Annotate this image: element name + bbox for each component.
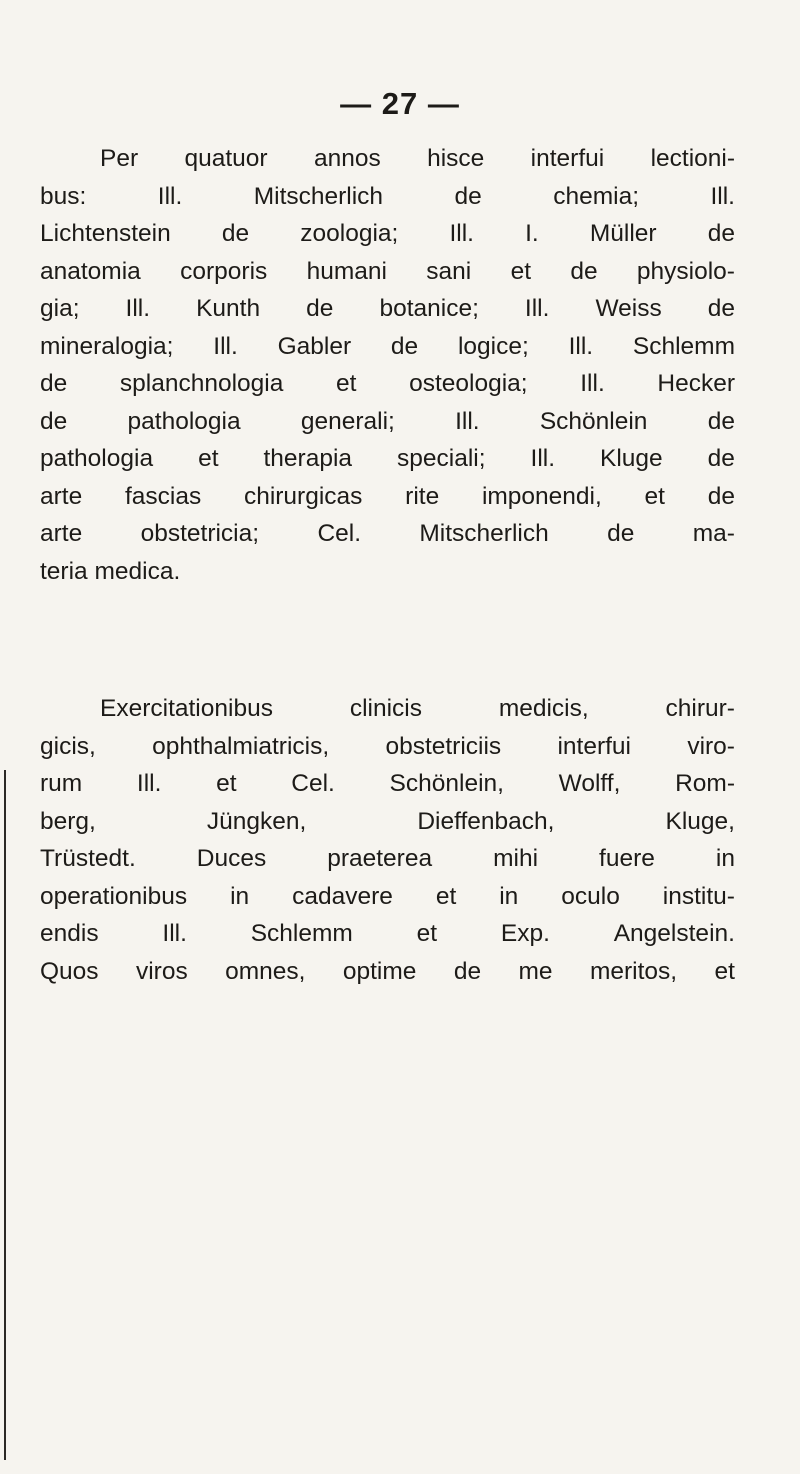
text-line: [40, 215, 735, 253]
text-line: [40, 478, 735, 516]
word: bus:: [40, 182, 87, 210]
text-line: [40, 515, 735, 553]
text-line: teria medica.: [40, 557, 181, 585]
word: ophthalmiatricis,: [152, 732, 330, 760]
word: Ill.: [213, 332, 238, 360]
word: de: [390, 332, 419, 360]
word: Schlemm: [250, 920, 353, 947]
word: generali;: [300, 407, 395, 435]
word: annos: [313, 145, 381, 172]
word: I.: [525, 220, 539, 247]
word: Ill.: [568, 332, 594, 360]
text-line: [40, 403, 735, 441]
word: Kunth: [196, 295, 261, 322]
word: ma-: [692, 520, 735, 547]
word: Ill.: [524, 295, 550, 322]
word: sani: [426, 257, 472, 285]
word: et: [644, 482, 665, 510]
word: Schlemm: [632, 332, 735, 360]
word: Exp.: [500, 920, 550, 947]
word: Ill.: [449, 220, 474, 247]
word: Müller: [589, 220, 657, 247]
text-line: [40, 728, 735, 766]
word: chirurgicas: [243, 482, 363, 510]
word: obstetriciis: [385, 732, 502, 760]
word: et: [216, 770, 237, 797]
word: meritos,: [589, 957, 678, 985]
text-line: [40, 440, 735, 478]
word: in: [499, 882, 519, 910]
word: rum: [40, 770, 83, 797]
word: Hecker: [657, 370, 735, 397]
word: Duces: [196, 845, 267, 872]
word: splanchnologia: [119, 370, 284, 397]
word: de: [40, 370, 68, 397]
word: Ill.: [710, 182, 735, 210]
text-line: [40, 140, 735, 178]
word: imponendi,: [481, 482, 602, 510]
word: interfui: [557, 732, 632, 760]
word: Gabler: [277, 332, 352, 360]
word: viros: [135, 957, 188, 985]
word: cadavere: [292, 882, 393, 910]
text-line: [40, 840, 735, 878]
page-number: — 27 —: [340, 86, 460, 121]
paragraph-lectures: [40, 140, 735, 590]
word: de: [707, 407, 735, 435]
word: speciali;: [397, 445, 486, 472]
word: Cel.: [291, 770, 335, 797]
word: Schönlein,: [389, 770, 504, 797]
text-line: [40, 690, 735, 728]
word: anatomia: [40, 257, 141, 285]
word: oculo: [561, 882, 620, 910]
word: arte: [40, 520, 83, 547]
word: de: [453, 957, 482, 985]
word: de: [707, 295, 735, 322]
word: chemia;: [553, 182, 640, 210]
text-line: [40, 365, 735, 403]
word: me: [518, 957, 553, 985]
word: optime: [342, 957, 417, 985]
word: pathologia: [127, 407, 241, 435]
word: in: [715, 845, 735, 872]
word: osteologia;: [409, 370, 528, 397]
word: fuere: [599, 845, 655, 872]
word: zoologia;: [300, 220, 399, 247]
word: Ill.: [530, 445, 556, 472]
word: Ill.: [580, 370, 605, 397]
word: Ill.: [162, 920, 187, 947]
text-line: [40, 253, 735, 291]
word: et: [336, 370, 357, 397]
word: physiolo-: [636, 257, 735, 285]
word: de: [570, 257, 598, 285]
text-line: [40, 953, 735, 991]
word: et: [510, 257, 531, 285]
word: pathologia: [40, 445, 154, 472]
word: Wolff,: [558, 770, 621, 797]
word: therapia: [263, 445, 353, 472]
word: de: [707, 482, 735, 510]
word: et: [435, 882, 457, 910]
word: Lichtenstein: [40, 220, 171, 247]
text-line: [40, 803, 735, 841]
word: Ill.: [157, 182, 183, 210]
word: Kluge: [600, 445, 663, 472]
word: Dieffenbach,: [417, 807, 555, 835]
word: gicis,: [40, 732, 96, 760]
word: Quos: [40, 957, 99, 985]
word: clinicis: [349, 695, 422, 722]
word: botanice;: [379, 295, 479, 322]
word: hisce: [427, 145, 485, 172]
word: Jüngken,: [206, 807, 307, 835]
word: Exercitationibus: [100, 695, 273, 722]
paragraph-exercises: [40, 690, 735, 990]
text-line: [40, 328, 735, 366]
word: mineralogia;: [40, 332, 174, 360]
word: medicis,: [498, 695, 589, 722]
word: Kluge,: [665, 807, 735, 835]
word: et: [416, 920, 438, 947]
word: Per: [100, 145, 139, 172]
word: de: [306, 295, 334, 322]
text-line: [40, 915, 735, 953]
word: de: [707, 445, 735, 472]
word: de: [607, 520, 635, 547]
word: operationibus: [40, 882, 188, 910]
word: arte: [40, 482, 83, 510]
word: de: [707, 220, 735, 247]
word: Weiss: [595, 295, 662, 322]
word: et: [714, 957, 735, 985]
page-edge-rule: [4, 770, 6, 1460]
word: humani: [306, 257, 387, 285]
text-line: [40, 178, 735, 216]
text-line: [40, 765, 735, 803]
word: praeterea: [327, 845, 433, 872]
word: berg,: [40, 807, 96, 835]
word: de: [221, 220, 250, 247]
word: obstetricia;: [140, 520, 260, 547]
word: gia;: [40, 295, 80, 322]
word: Trüstedt.: [40, 845, 136, 872]
word: institu-: [662, 882, 735, 910]
word: Rom-: [675, 770, 735, 797]
word: endis: [40, 920, 99, 947]
word: logice;: [457, 332, 529, 360]
word: quatuor: [184, 145, 268, 172]
word: Schönlein: [539, 407, 648, 435]
word: Mitscherlich: [419, 520, 549, 547]
word: Ill.: [125, 295, 151, 322]
word: Mitscherlich: [253, 182, 384, 210]
word: in: [230, 882, 250, 910]
word: viro-: [687, 732, 735, 760]
word: de: [454, 182, 482, 210]
text-line: [40, 878, 735, 916]
word: de: [40, 407, 68, 435]
word: Cel.: [317, 520, 362, 547]
word: et: [198, 445, 219, 472]
word: Ill.: [136, 770, 162, 797]
word: Ill.: [455, 407, 480, 435]
word: mihi: [493, 845, 539, 872]
word: corporis: [180, 257, 268, 285]
word: interfui: [530, 145, 605, 172]
word: lectioni-: [650, 145, 735, 172]
word: chirur-: [665, 695, 735, 722]
text-line: [40, 290, 735, 328]
word: fascias: [124, 482, 202, 510]
word: omnes,: [225, 957, 306, 985]
word: Angelstein.: [613, 920, 735, 947]
word: rite: [405, 482, 440, 510]
